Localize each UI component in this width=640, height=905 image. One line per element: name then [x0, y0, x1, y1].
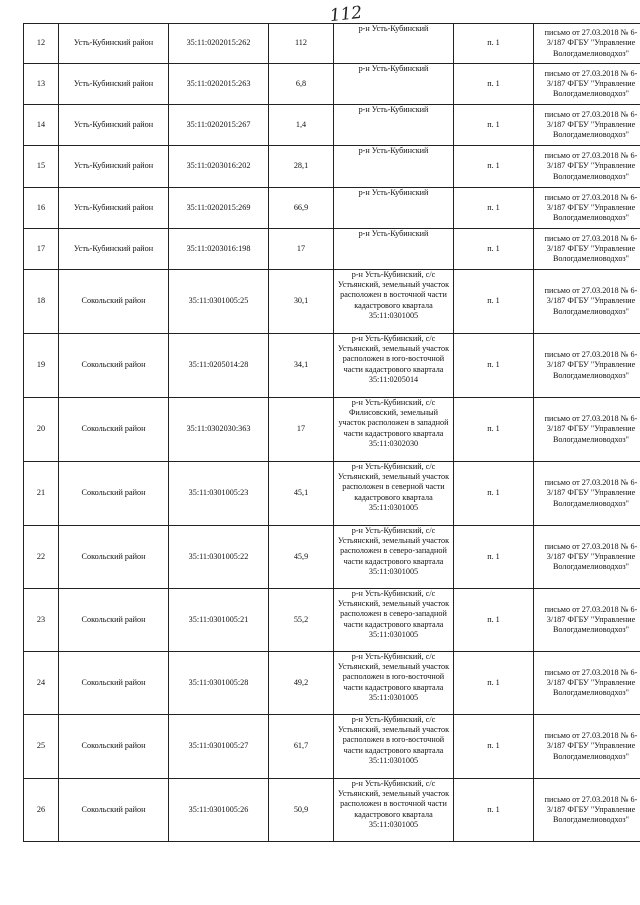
- row-number-cell: 23: [24, 589, 59, 652]
- location-description-cell: [334, 146, 454, 188]
- document-reference-cell: письмо от 27.03.2018 № 6-3/187 ФГБУ "Управление Вологдамелиоводхоз": [534, 398, 640, 462]
- district-cell: Сокольский район: [59, 779, 169, 842]
- location-description-cell: [334, 334, 454, 398]
- row-number-cell: 19: [24, 334, 59, 398]
- table-row: [24, 589, 640, 652]
- table-row: [24, 334, 640, 398]
- area-cell: 55,2: [269, 589, 334, 652]
- location-description-text: р-н Усть-Кубинский: [358, 229, 429, 238]
- cadastral-number-cell: 35:11:0203016:198: [169, 229, 269, 270]
- paragraph-cell: п. 1: [454, 24, 534, 64]
- cadastral-number-cell: 35:11:0301005:26: [169, 779, 269, 842]
- area-cell: 49,2: [269, 652, 334, 715]
- location-description-text: р-н Усть-Кубинский: [358, 146, 429, 155]
- location-description-text: р-н Усть-Кубинский: [358, 105, 429, 114]
- district-cell: Сокольский район: [59, 398, 169, 462]
- page-number: 112: [328, 2, 364, 27]
- location-description-text: р-н Усть-Кубинский, с/с Устьянский, земельный участок расположен в северо-западной части кадастрового квартала 35:11:0301005: [337, 526, 450, 576]
- table-row: [24, 779, 640, 842]
- district-cell: Сокольский район: [59, 334, 169, 398]
- row-number-cell: 15: [24, 146, 59, 188]
- row-number-cell: 17: [24, 229, 59, 270]
- location-description-text: р-н Усть-Кубинский, с/с Устьянский, земельный участок расположен в восточной части кадастрового квартала 35:11:0301005: [337, 779, 450, 829]
- location-description-cell: [334, 462, 454, 526]
- area-cell: 45,1: [269, 462, 334, 526]
- location-description-text: р-н Усть-Кубинский, с/с Устьянский, земельный участок расположен в восточной части кадастрового квартала 35:11:0301005: [337, 270, 450, 320]
- row-number-cell: 13: [24, 64, 59, 105]
- district-cell: Сокольский район: [59, 589, 169, 652]
- table-row: [24, 526, 640, 589]
- paragraph-cell: п. 1: [454, 334, 534, 398]
- district-cell: Усть-Кубинский район: [59, 146, 169, 188]
- paragraph-cell: п. 1: [454, 652, 534, 715]
- area-cell: 17: [269, 229, 334, 270]
- location-description-cell: [334, 64, 454, 105]
- cadastral-number-cell: 35:11:0205014:28: [169, 334, 269, 398]
- location-description-text: р-н Усть-Кубинский, с/с Устьянский, земельный участок расположен в северо-западной части кадастрового квартала 35:11:0301005: [337, 589, 450, 639]
- cadastral-number-cell: 35:11:0203016:202: [169, 146, 269, 188]
- location-description-text: р-н Усть-Кубинский: [358, 24, 429, 33]
- row-number-cell: 12: [24, 24, 59, 64]
- paragraph-cell: п. 1: [454, 526, 534, 589]
- location-description-cell: [334, 589, 454, 652]
- table-row: [24, 462, 640, 526]
- table-row: [24, 64, 640, 105]
- row-number-cell: 24: [24, 652, 59, 715]
- paragraph-cell: п. 1: [454, 146, 534, 188]
- district-cell: Усть-Кубинский район: [59, 105, 169, 146]
- location-description-text: р-н Усть-Кубинский, с/с Филисовский, земельный участок расположен в западной части кадастрового квартала 35:11:0302030: [338, 398, 449, 448]
- document-reference-cell: письмо от 27.03.2018 № 6-3/187 ФГБУ "Управление Вологдамелиоводхоз": [534, 229, 640, 270]
- paragraph-cell: п. 1: [454, 229, 534, 270]
- document-reference-cell: письмо от 27.03.2018 № 6-3/187 ФГБУ "Управление Вологдамелиоводхоз": [534, 105, 640, 146]
- paragraph-cell: п. 1: [454, 105, 534, 146]
- table-body: [24, 24, 640, 842]
- cadastral-number-cell: 35:11:0301005:28: [169, 652, 269, 715]
- location-description-cell: [334, 105, 454, 146]
- row-number-cell: 14: [24, 105, 59, 146]
- district-cell: Усть-Кубинский район: [59, 188, 169, 229]
- area-cell: 6,8: [269, 64, 334, 105]
- document-reference-cell: письмо от 27.03.2018 № 6-3/187 ФГБУ "Управление Вологдамелиоводхоз": [534, 270, 640, 334]
- location-description-cell: [334, 652, 454, 715]
- table-row: [24, 715, 640, 779]
- paragraph-cell: п. 1: [454, 715, 534, 779]
- cadastral-number-cell: 35:11:0301005:27: [169, 715, 269, 779]
- location-description-cell: [334, 715, 454, 779]
- cadastral-number-cell: 35:11:0301005:23: [169, 462, 269, 526]
- document-reference-cell: письмо от 27.03.2018 № 6-3/187 ФГБУ "Управление Вологдамелиоводхоз": [534, 462, 640, 526]
- location-description-text: р-н Усть-Кубинский: [358, 64, 429, 73]
- row-number-cell: 25: [24, 715, 59, 779]
- table-row: [24, 188, 640, 229]
- table-row: [24, 398, 640, 462]
- district-cell: Усть-Кубинский район: [59, 229, 169, 270]
- district-cell: Сокольский район: [59, 526, 169, 589]
- table-row: [24, 270, 640, 334]
- cadastral-number-cell: 35:11:0301005:21: [169, 589, 269, 652]
- row-number-cell: 18: [24, 270, 59, 334]
- area-cell: 34,1: [269, 334, 334, 398]
- cadastral-number-cell: 35:11:0301005:25: [169, 270, 269, 334]
- table-row: [24, 105, 640, 146]
- paragraph-cell: п. 1: [454, 188, 534, 229]
- document-reference-cell: письмо от 27.03.2018 № 6-3/187 ФГБУ "Управление Вологдамелиоводхоз": [534, 589, 640, 652]
- row-number-cell: 22: [24, 526, 59, 589]
- district-cell: Сокольский район: [59, 715, 169, 779]
- location-description-text: р-н Усть-Кубинский: [358, 188, 429, 197]
- area-cell: 61,7: [269, 715, 334, 779]
- cadastral-number-cell: 35:11:0301005:22: [169, 526, 269, 589]
- district-cell: Сокольский район: [59, 652, 169, 715]
- document-reference-cell: письмо от 27.03.2018 № 6-3/187 ФГБУ "Управление Вологдамелиоводхоз": [534, 526, 640, 589]
- cadastral-number-cell: 35:11:0202015:267: [169, 105, 269, 146]
- paragraph-cell: п. 1: [454, 589, 534, 652]
- location-description-cell: [334, 270, 454, 334]
- row-number-cell: 26: [24, 779, 59, 842]
- cadastral-number-cell: 35:11:0202015:269: [169, 188, 269, 229]
- location-description-cell: [334, 229, 454, 270]
- area-cell: 30,1: [269, 270, 334, 334]
- location-description-text: р-н Усть-Кубинский, с/с Устьянский, земельный участок расположен в юго-восточной части кадастрового квартала 35:11:0301005: [337, 715, 450, 765]
- paragraph-cell: п. 1: [454, 779, 534, 842]
- area-cell: 50,9: [269, 779, 334, 842]
- document-reference-cell: письмо от 27.03.2018 № 6-3/187 ФГБУ "Управление Вологдамелиоводхоз": [534, 24, 640, 64]
- location-description-cell: [334, 398, 454, 462]
- district-cell: Усть-Кубинский район: [59, 24, 169, 64]
- area-cell: 66,9: [269, 188, 334, 229]
- document-reference-cell: письмо от 27.03.2018 № 6-3/187 ФГБУ "Управление Вологдамелиоводхоз": [534, 146, 640, 188]
- area-cell: 112: [269, 24, 334, 64]
- paragraph-cell: п. 1: [454, 398, 534, 462]
- document-reference-cell: письмо от 27.03.2018 № 6-3/187 ФГБУ "Управление Вологдамелиоводхоз": [534, 188, 640, 229]
- location-description-cell: [334, 188, 454, 229]
- document-reference-cell: письмо от 27.03.2018 № 6-3/187 ФГБУ "Управление Вологдамелиоводхоз": [534, 652, 640, 715]
- area-cell: 28,1: [269, 146, 334, 188]
- document-reference-cell: письмо от 27.03.2018 № 6-3/187 ФГБУ "Управление Вологдамелиоводхоз": [534, 334, 640, 398]
- location-description-text: р-н Усть-Кубинский, с/с Устьянский, земельный участок расположен в северной части кадастрового квартала 35:11:0301005: [337, 462, 450, 512]
- cadastral-number-cell: 35:11:0202015:262: [169, 24, 269, 64]
- table-row: [24, 146, 640, 188]
- district-cell: Сокольский район: [59, 462, 169, 526]
- paragraph-cell: п. 1: [454, 462, 534, 526]
- land-plots-table: [23, 23, 640, 842]
- area-cell: 1,4: [269, 105, 334, 146]
- area-cell: 45,9: [269, 526, 334, 589]
- document-reference-cell: письмо от 27.03.2018 № 6-3/187 ФГБУ "Управление Вологдамелиоводхоз": [534, 779, 640, 842]
- location-description-cell: [334, 779, 454, 842]
- district-cell: Сокольский район: [59, 270, 169, 334]
- cadastral-number-cell: 35:11:0202015:263: [169, 64, 269, 105]
- location-description-cell: [334, 526, 454, 589]
- document-reference-cell: письмо от 27.03.2018 № 6-3/187 ФГБУ "Управление Вологдамелиоводхоз": [534, 715, 640, 779]
- location-description-cell: [334, 24, 454, 64]
- row-number-cell: 16: [24, 188, 59, 229]
- row-number-cell: 20: [24, 398, 59, 462]
- table-row: [24, 652, 640, 715]
- table-row: [24, 229, 640, 270]
- paragraph-cell: п. 1: [454, 270, 534, 334]
- cadastral-number-cell: 35:11:0302030:363: [169, 398, 269, 462]
- table-row: [24, 24, 640, 64]
- district-cell: Усть-Кубинский район: [59, 64, 169, 105]
- location-description-text: р-н Усть-Кубинский, с/с Устьянский, земельный участок расположен в юго-восточной части кадастрового квартала 35:11:0205014: [337, 334, 450, 384]
- document-reference-cell: письмо от 27.03.2018 № 6-3/187 ФГБУ "Управление Вологдамелиоводхоз": [534, 64, 640, 105]
- location-description-text: р-н Усть-Кубинский, с/с Устьянский, земельный участок расположен в юго-восточной части кадастрового квартала 35:11:0301005: [337, 652, 450, 702]
- paragraph-cell: п. 1: [454, 64, 534, 105]
- row-number-cell: 21: [24, 462, 59, 526]
- area-cell: 17: [269, 398, 334, 462]
